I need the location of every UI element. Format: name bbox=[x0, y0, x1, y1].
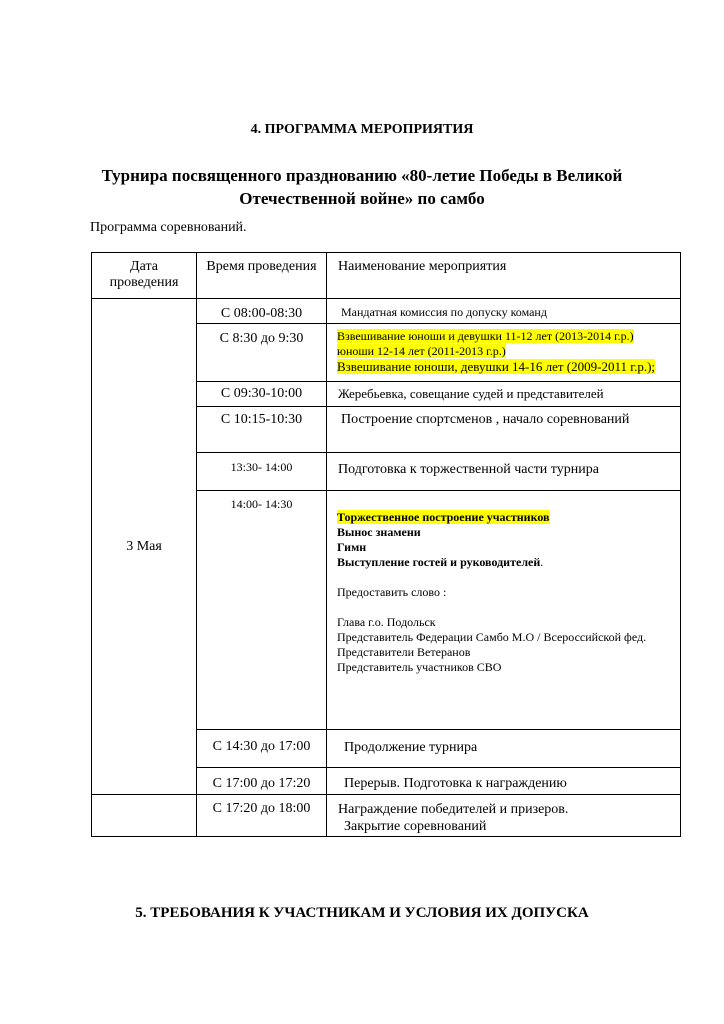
ceremony-line-suffix: . bbox=[540, 555, 544, 569]
row-time: С 08:00-08:30 bbox=[220, 306, 303, 321]
date-cell bbox=[92, 299, 197, 795]
row-event: Продолжение турнира bbox=[344, 740, 478, 755]
weighing-line-3: Взвешивание юноши, девушки 14-16 лет (2009-2011 г.р.); bbox=[337, 359, 656, 374]
header-name-label: Наименование мероприятия bbox=[338, 259, 507, 274]
empty-date-cell bbox=[92, 795, 197, 837]
header-date bbox=[92, 253, 197, 299]
row-event: Перерыв. Подготовка к награждению bbox=[344, 776, 567, 791]
ceremony-line: Выступление гостей и руководителей bbox=[337, 555, 541, 569]
header-time bbox=[197, 253, 327, 299]
header-name bbox=[327, 253, 681, 299]
ceremony-block bbox=[327, 491, 680, 675]
speaker-item: Представитель участников СВО bbox=[337, 660, 502, 674]
title-line-1: Турнира посвященного празднованию «80-летие Победы в Великой bbox=[101, 166, 623, 185]
header-date-line2: проведения bbox=[109, 275, 179, 290]
row-time: С 17:20 до 18:00 bbox=[212, 801, 311, 816]
intro-text: Программа соревнований. bbox=[90, 220, 247, 235]
row-time: С 17:00 до 17:20 bbox=[212, 776, 311, 791]
table-row bbox=[92, 299, 681, 324]
ceremony-line: Торжественное построение участников bbox=[337, 510, 550, 524]
row-time: С 10:15-10:30 bbox=[220, 412, 303, 427]
row-event: Жеребьевка, совещание судей и представителей bbox=[338, 386, 604, 401]
speaker-item: Глава г.о. Подольск bbox=[337, 615, 436, 629]
table-row bbox=[92, 795, 681, 837]
row-time: С 14:30 до 17:00 bbox=[212, 739, 311, 754]
ceremony-line: Гимн bbox=[337, 540, 367, 554]
header-date-line1: Дата bbox=[130, 259, 158, 274]
speaker-item: Представители Ветеранов bbox=[337, 645, 471, 659]
table-header-row bbox=[92, 253, 681, 299]
row-event: Построение спортсменов , начало соревнований bbox=[341, 412, 630, 427]
row-time: С 09:30-10:00 bbox=[220, 386, 303, 401]
row-time: 14:00- 14:30 bbox=[230, 497, 293, 511]
speaker-item: Представитель Федерации Самбо М.О / Всероссийской фед. bbox=[337, 630, 647, 644]
row-time: С 8:30 до 9:30 bbox=[219, 331, 304, 346]
weighing-line-1: Взвешивание юноши и девушки 11-12 лет (2013-2014 г.р.) bbox=[337, 329, 634, 343]
awarding-line: Награждение победителей и призеров. bbox=[338, 802, 569, 817]
schedule-table bbox=[91, 252, 681, 837]
row-event: Мандатная комиссия по допуску команд bbox=[341, 305, 547, 319]
ceremony-line: Вынос знамени bbox=[337, 525, 421, 539]
program-heading: 4. ПРОГРАММА МЕРОПРИЯТИЯ bbox=[250, 122, 474, 137]
date-value: 3 Мая bbox=[126, 538, 162, 554]
weighing-line-2: юноши 12-14 лет (2011-2013 г.р.) bbox=[337, 344, 506, 358]
row-event: Подготовка к торжественной части турнира bbox=[338, 462, 599, 477]
header-time-label: Время проведения bbox=[206, 259, 317, 274]
document-title bbox=[60, 164, 664, 210]
title-line-2: Отечественной войне» по самбо bbox=[239, 189, 485, 208]
requirements-heading: 5. ТРЕБОВАНИЯ К УЧАСТНИКАМ И УСЛОВИЯ ИХ ДОПУСКА bbox=[135, 905, 589, 921]
closing-line: Закрытие соревнований bbox=[344, 819, 487, 834]
give-word-label: Предоставить слово : bbox=[337, 585, 447, 599]
row-time: 13:30- 14:00 bbox=[230, 460, 293, 474]
